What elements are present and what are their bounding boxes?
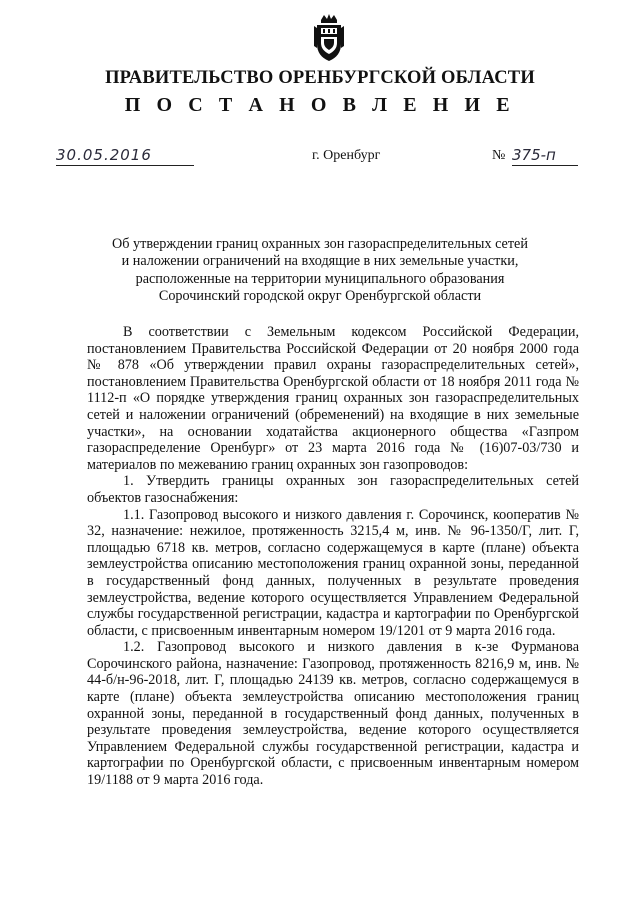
item-1-paragraph: 1. Утвердить границы охранных зон газораспределительных сетей объектов газоснабжения: — [87, 473, 579, 506]
item-1-2-paragraph: 1.2. Газопровод высокого и низкого давления в к-зе Фурманова Сорочинского района, назначение: Газопровод, протяженность 8216,9 м, инв. № 44-б/н-96-2018, лит. Г, площадью 24139 кв. метров, согласно содержащемуся в карте (плане) объекта землеустройства описанию местоположения границ охранной зоны, переданной в государственный фонд данных, полученных в результате проведения землеустройства, ведение которого осуществляется Управлением Федеральной службы государственной регистрации, кадастра и картографии по Оренбургской области, с присвоенным инвентарным номером 19/1188 от 9 марта 2016 года. — [87, 639, 579, 789]
subject-line: расположенные на территории муниципального образования — [135, 270, 505, 287]
document-number-label: № — [492, 148, 506, 163]
document-body — [87, 324, 579, 789]
document-city: г. Оренбург — [312, 148, 381, 163]
document-meta-row — [0, 146, 640, 170]
preamble-paragraph: В соответствии с Земельным кодексом Российской Федерации, постановлением Правительства Российской Федерации от 20 ноября 2000 года № 878 «Об утверждении правил охраны газораспределительных сетей», постановлением Правительства Оренбургской области от 18 ноября 2011 года № 1112-п «О порядке утверждения границ охранных зон газораспределительных сетей и наложении ограничений (обременений) на входящие в них земельные участки», на основании ходатайства акционерного общества «Газпром газораспределение Оренбург» от 23 марта 2016 года № (16)07-03/730 и материалов по межеванию границ охранных зон газопроводов: — [87, 324, 579, 473]
document-date: 30.05.2016 — [56, 146, 194, 166]
government-title: ПРАВИТЕЛЬСТВО ОРЕНБУРГСКОЙ ОБЛАСТИ — [105, 68, 535, 88]
document-number: 375-п — [512, 146, 578, 166]
coat-of-arms-icon — [312, 14, 346, 62]
document-subject — [80, 236, 560, 306]
subject-line: Об утверждении границ охранных зон газораспределительных сетей — [112, 236, 528, 252]
subject-line: и наложении ограничений на входящие в них земельные участки, — [121, 253, 519, 270]
item-1-1-paragraph: 1.1. Газопровод высокого и низкого давления г. Сорочинск, кооператив № 32, назначение: нежилое, протяженность 3215,4 м, инв. № 96-1350/Г, лит. Г, площадью 6718 кв. метров, согласно содержащемуся в карте (плане) объекта землеустройства описанию местоположения границ охранной зоны, переданной в государственный фонд данных, полученных в результате проведения землеустройства, ведение которого осуществляется Управлением Федеральной службы государственной регистрации, кадастра и картографии по Оренбургской области, с присвоенным инвентарным номером 19/1201 от 9 марта 2016 года. — [87, 506, 579, 639]
subject-line: Сорочинский городской округ Оренбургской области — [158, 288, 482, 305]
document-type-title: П О С Т А Н О В Л Е Н И Е — [124, 94, 516, 116]
